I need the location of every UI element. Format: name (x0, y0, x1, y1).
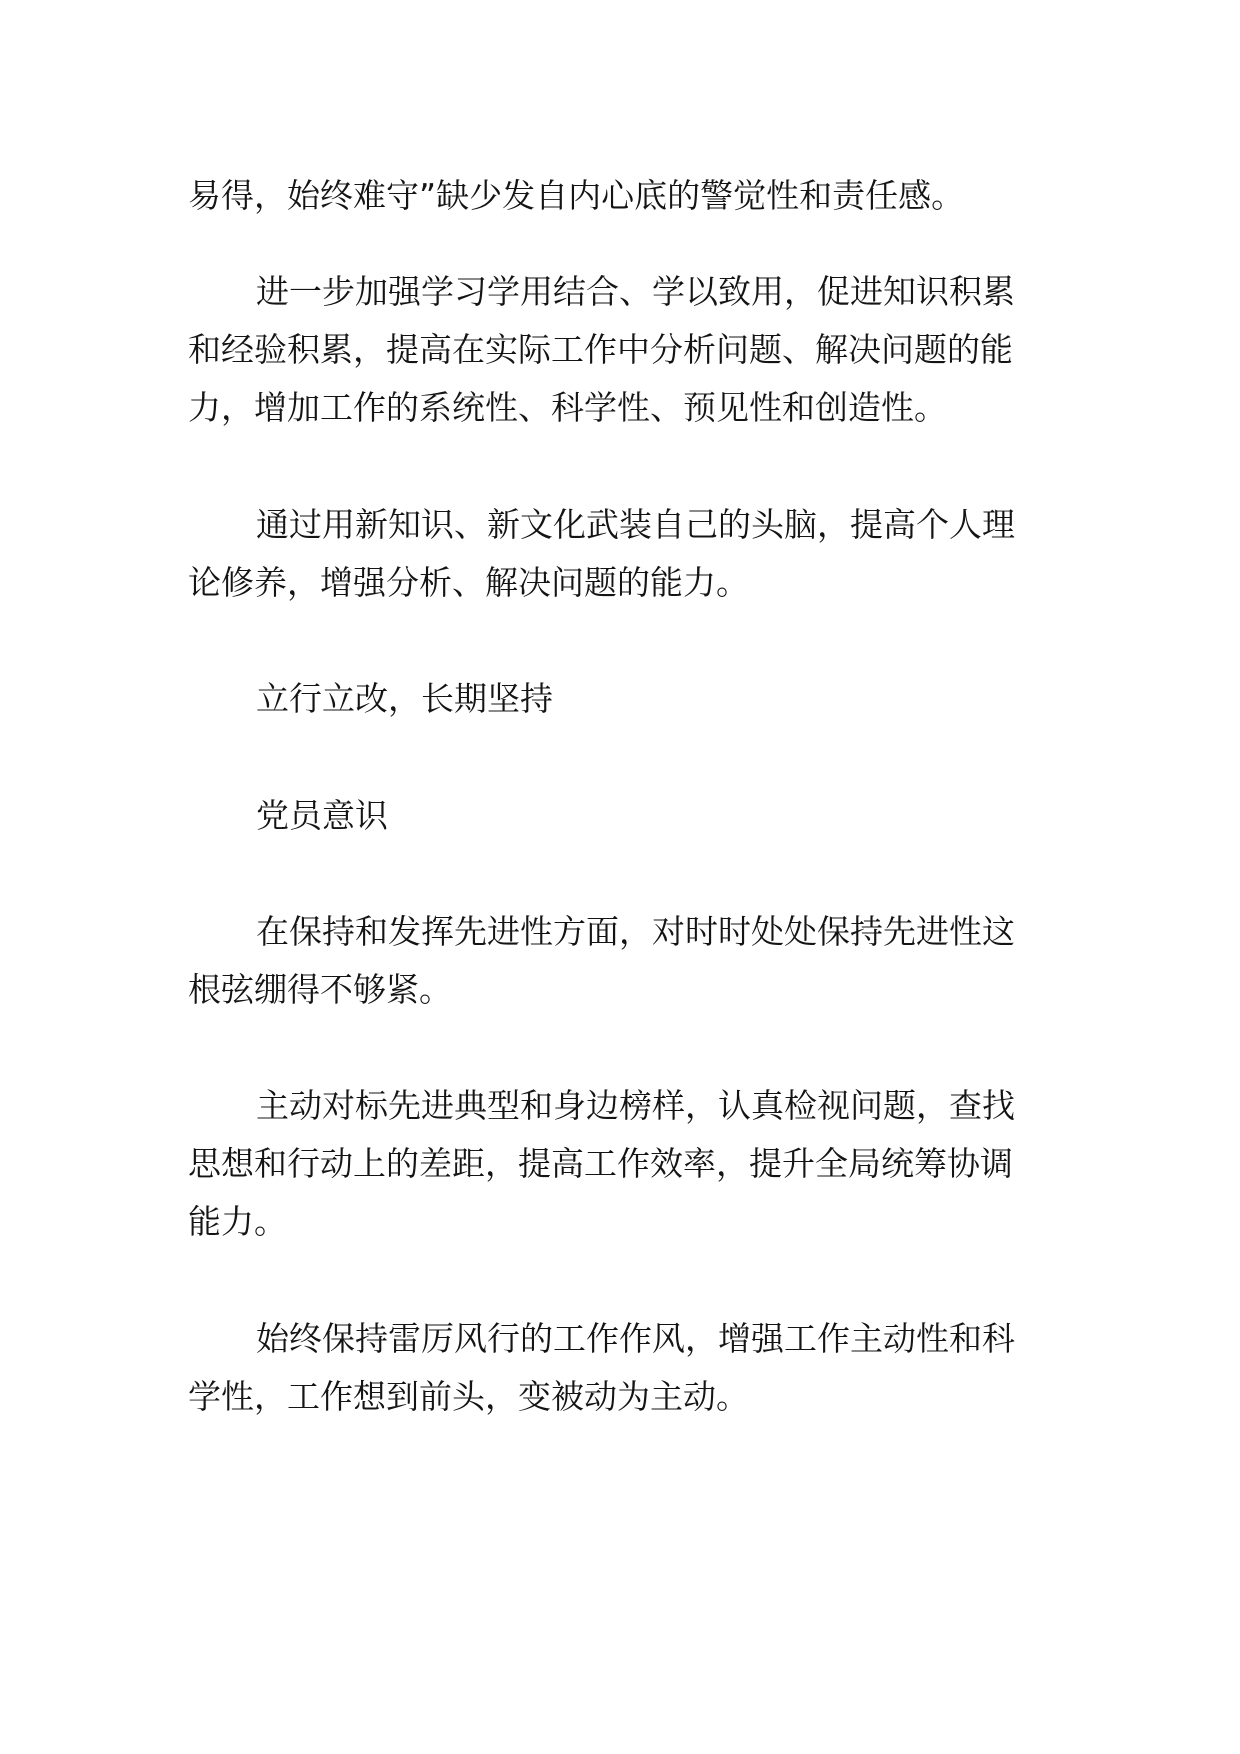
paragraph-line: 力，增加工作的系统性、科学性、预见性和创造性。 (188, 388, 947, 427)
paragraph-line: 通过用新知识、新文化武装自己的头脑，提高个人理 (256, 505, 1015, 544)
section-heading: 立行立改，长期坚持 (256, 679, 553, 718)
section-heading: 党员意识 (256, 796, 388, 835)
paragraph-line: 能力。 (188, 1202, 287, 1241)
paragraph-line: 论修养，增强分析、解决问题的能力。 (188, 563, 749, 602)
paragraph-line: 学性，工作想到前头，变被动为主动。 (188, 1377, 749, 1416)
paragraph-line: 进一步加强学习学用结合、学以致用，促进知识积累 (256, 272, 1015, 311)
paragraph-line: 和经验积累，提高在实际工作中分析问题、解决问题的能 (188, 330, 1013, 369)
paragraph-line: 易得，始终难守”缺少发自内心底的警觉性和责任感。 (188, 176, 965, 215)
paragraph-line: 始终保持雷厉风行的工作作风，增强工作主动性和科 (256, 1319, 1015, 1358)
paragraph-line: 在保持和发挥先进性方面，对时时处处保持先进性这 (256, 912, 1015, 951)
paragraph-line: 主动对标先进典型和身边榜样，认真检视问题，查找 (256, 1086, 1015, 1125)
paragraph-line: 思想和行动上的差距，提高工作效率，提升全局统筹协调 (188, 1144, 1013, 1183)
paragraph-line: 根弦绷得不够紧。 (188, 970, 452, 1009)
